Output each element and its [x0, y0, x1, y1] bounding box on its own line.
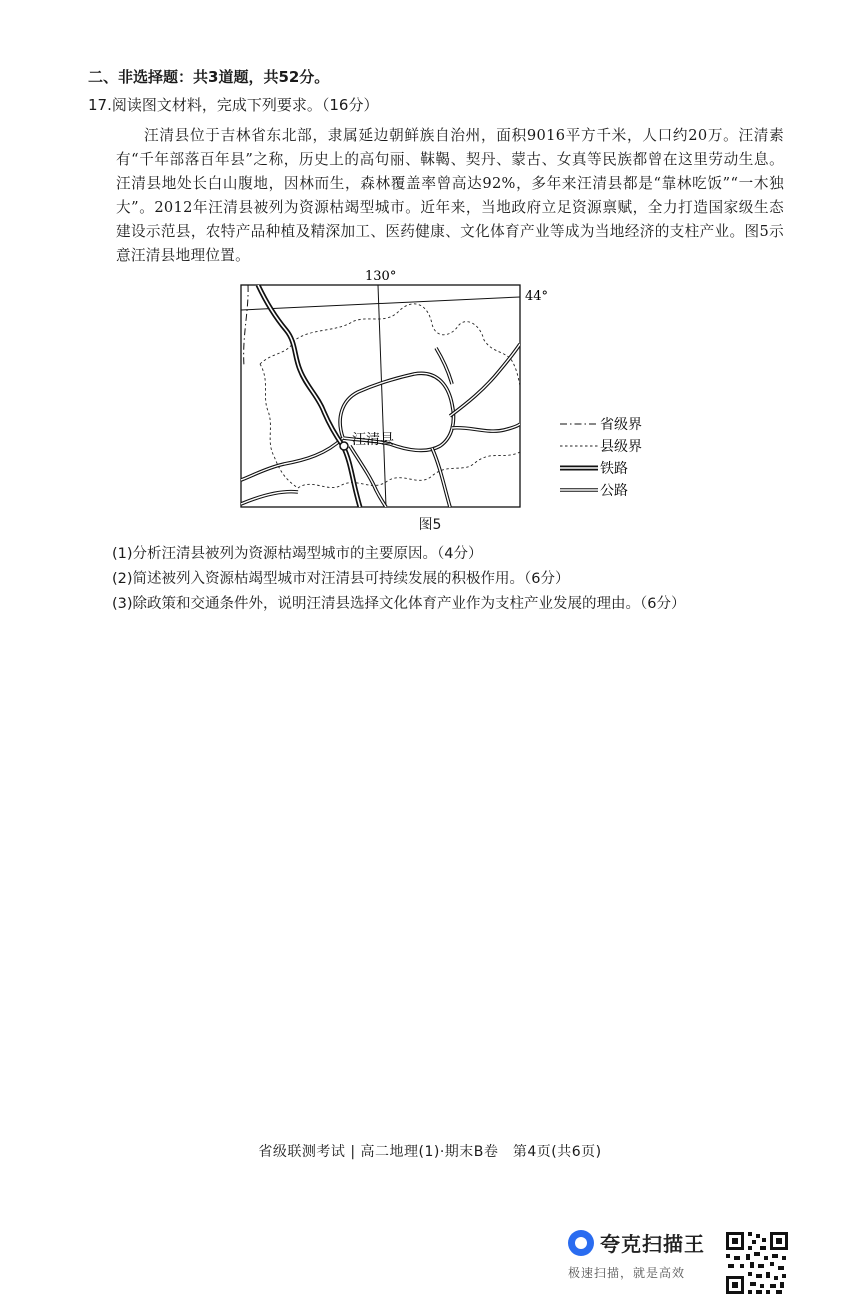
longitude-label: 130°: [365, 269, 397, 284]
provincial-boundary: [244, 285, 248, 366]
section-title: 二、非选择题：共3道题，共52分。: [88, 68, 330, 86]
page-footer: 省级联测考试 | 高二地理(1)·期末B卷 第4页(共6页): [258, 1144, 602, 1160]
scanner-watermark: [568, 1228, 718, 1288]
highway-branches: [241, 344, 520, 507]
legend-highway-label: 公路: [600, 483, 628, 499]
legend-railway-label: 铁路: [600, 461, 628, 477]
latitude-line-44: [241, 297, 520, 310]
subquestion-2: (2)简述被列入资源枯竭型城市对汪清县可持续发展的积极作用。（6分）: [112, 571, 570, 587]
location-map: [200, 266, 680, 536]
figure-caption: 图5: [418, 517, 442, 533]
scanner-name: 夸克扫描王: [600, 1232, 705, 1256]
scanner-logo-icon: [568, 1230, 594, 1256]
map-legend: [560, 416, 642, 499]
subquestion-3: (3)除政策和交通条件外，说明汪清县选择文化体育产业作为支柱产业发展的理由。（6分）: [112, 596, 686, 612]
county-label: 汪清县: [352, 432, 394, 448]
legend-provincial-label: 省级界: [600, 417, 642, 433]
legend-county-label: 县级界: [600, 439, 642, 455]
railway-line: [258, 285, 360, 507]
qr-code-icon: [724, 1230, 790, 1296]
question-title: 17.阅读图文材料，完成下列要求。（16分）: [88, 96, 379, 114]
question-paragraph: 汪清县位于吉林省东北部，隶属延边朝鲜族自治州，面积9016平方千米，人口约20万。汪清素有“千年部落百年县”之称，历史上的高句丽、靺鞨、契丹、蒙古、女真等民族都曾在这里劳动生息。汪清县地处长白山腹地，因林而生，森林覆盖率曾高达92%，多年来汪清县都是“靠林吃饭”“一木独大”。2012年汪清县被列为资源枯竭型城市。近年来，当地政府立足资源禀赋，全力打造国家级生态建设示范县，农特产品种植及精深加工、医药健康、文化体育产业等成为当地经济的支柱产业。图5示意汪清县地理位置。: [116, 127, 784, 264]
county-seat-marker: [340, 442, 348, 450]
subquestion-1: (1)分析汪清县被列为资源枯竭型城市的主要原因。（4分）: [112, 546, 483, 562]
latitude-label: 44°: [525, 289, 549, 304]
map-frame: [241, 285, 520, 507]
scanner-slogan: 极速扫描，就是高效: [568, 1266, 686, 1280]
map-svg: [200, 266, 680, 536]
